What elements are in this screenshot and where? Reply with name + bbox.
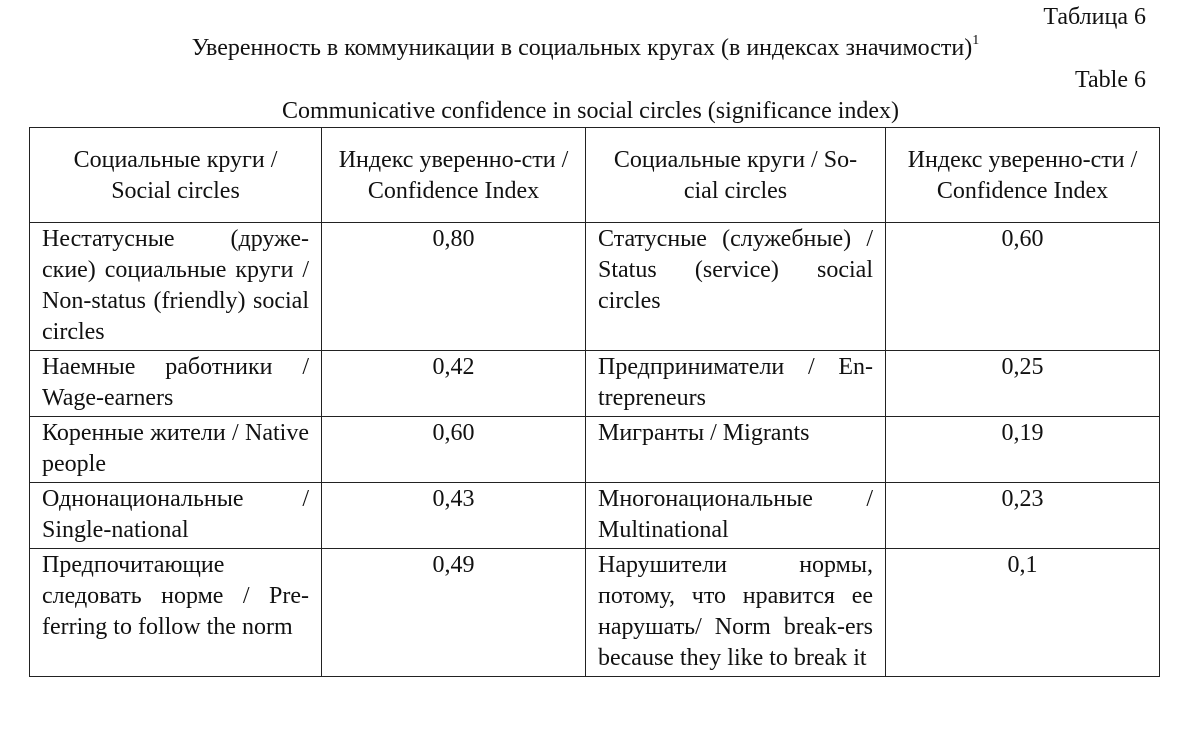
- header-social-circles-a: Социальные круги / Social circles: [30, 128, 322, 223]
- circle-b-cell: Мигранты / Migrants: [586, 417, 886, 483]
- table-row: [30, 417, 1160, 483]
- index-b-cell: 0,25: [886, 351, 1160, 417]
- index-b-cell: 0,60: [886, 223, 1160, 351]
- index-a-cell: 0,42: [322, 351, 586, 417]
- circle-a-cell: Коренные жители / Native people: [30, 417, 322, 483]
- circle-a-cell: Наемные работники / Wage-earners: [30, 351, 322, 417]
- circle-b-cell: Многонациональные / Multinational: [586, 483, 886, 549]
- table-title-en: Communicative confidence in social circles (significance index): [281, 98, 900, 124]
- circle-a-cell: Однонациональные / Single-national: [30, 483, 322, 549]
- header-confidence-index-b: Индекс уверенно-сти / Confidence Index: [886, 128, 1160, 223]
- circle-b-cell: Предприниматели / En-trepreneurs: [586, 351, 886, 417]
- index-a-cell: 0,60: [322, 417, 586, 483]
- index-a-cell: 0,43: [322, 483, 586, 549]
- table-row: [30, 223, 1160, 351]
- index-a-cell: 0,80: [322, 223, 586, 351]
- circle-a-cell: Предпочитающие следовать норме / Pre-ferring to follow the norm: [30, 549, 322, 677]
- header-confidence-index-a: Индекс уверенно-сти / Confidence Index: [322, 128, 586, 223]
- table-row: [30, 351, 1160, 417]
- footnote-marker: 1: [972, 33, 980, 48]
- table-label-en: Table 6: [1075, 67, 1146, 93]
- index-b-cell: 0,19: [886, 417, 1160, 483]
- index-a-cell: 0,49: [322, 549, 586, 677]
- table-label-ru: Таблица 6: [1043, 4, 1146, 30]
- circle-b-cell: Нарушители нормы, потому, что нравится ее нарушать/ Norm break-ers because they like to break it: [586, 549, 886, 677]
- table-title-ru-text: Уверенность в коммуникации в социальных кругах (в индексах значимости): [191, 35, 973, 61]
- confidence-table: [29, 127, 1160, 677]
- table-header-row: [30, 128, 1160, 223]
- circle-a-cell: Нестатусные (друже-ские) социальные круги / Non-status (friendly) social circles: [30, 223, 322, 351]
- table-row: [30, 483, 1160, 549]
- circle-b-cell: Статусные (служебные) / Status (service) social circles: [586, 223, 886, 351]
- table-title-ru: [0, 33, 1179, 64]
- index-b-cell: 0,1: [886, 549, 1160, 677]
- table-row: [30, 549, 1160, 677]
- index-b-cell: 0,23: [886, 483, 1160, 549]
- header-social-circles-b: Социальные круги / So-cial circles: [586, 128, 886, 223]
